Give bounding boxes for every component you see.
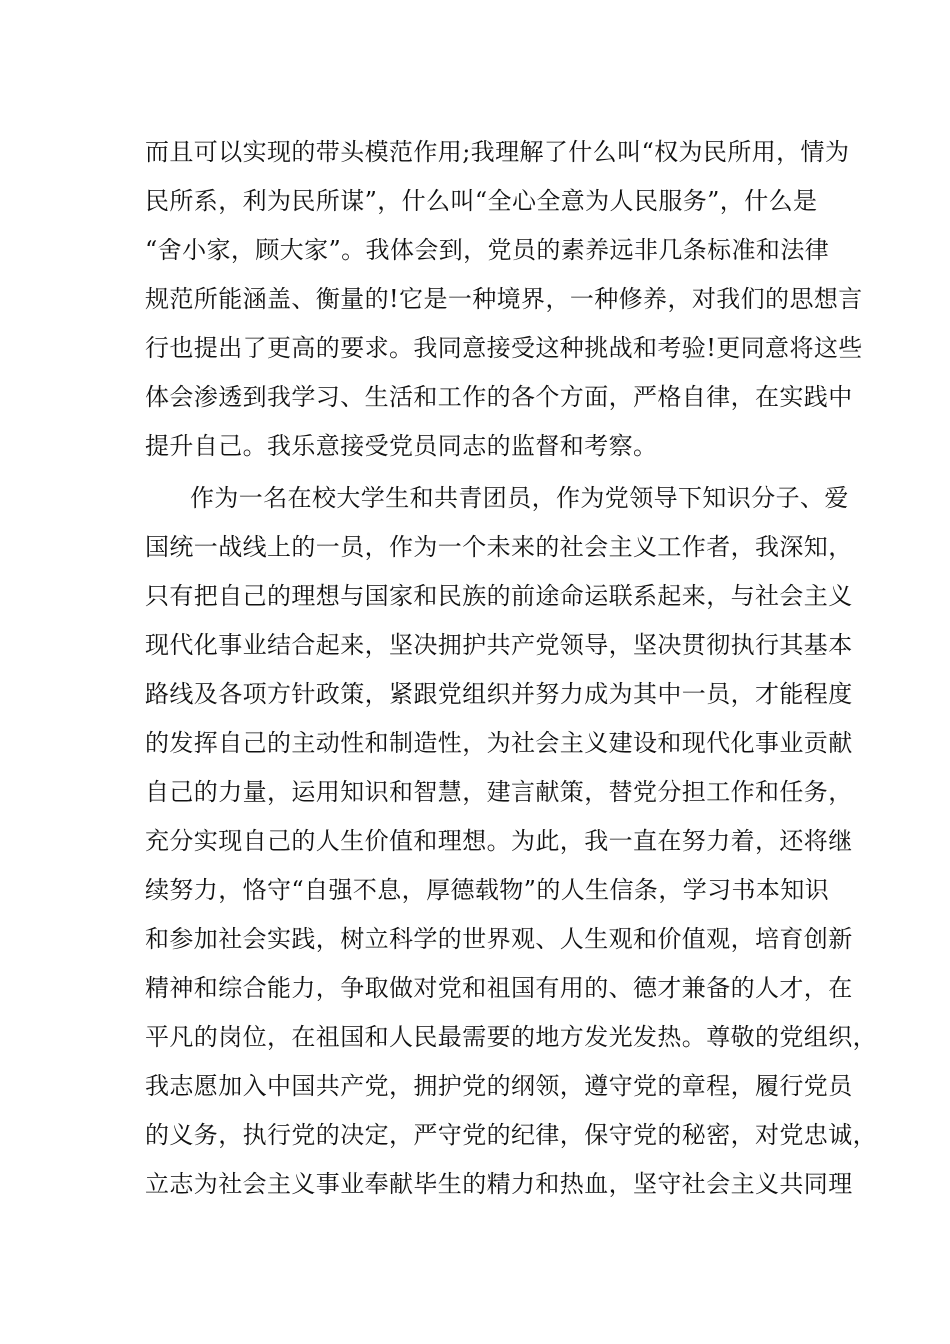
text-line-7: 提升自己。我乐意接受党员同志的监督和考察。 bbox=[145, 432, 658, 460]
text-line-19: 平凡的岗位，在祖国和人民最需要的地方发光发热。尊敬的党组织， bbox=[145, 1023, 877, 1051]
text-line-22: 立志为社会主义事业奉献毕生的精力和热血，坚守社会主义共同理 bbox=[145, 1170, 853, 1198]
text-line-14: 自己的力量，运用知识和智慧，建言献策，替党分担工作和任务， bbox=[145, 778, 853, 806]
text-line-18: 精神和综合能力，争取做对党和祖国有用的、德才兼备的人才，在 bbox=[145, 974, 853, 1002]
text-line-21: 的义务，执行党的决定，严守党的纪律，保守党的秘密，对党忠诚， bbox=[145, 1121, 877, 1149]
text-line-5: 行也提出了更高的要求。我同意接受这种挑战和考验!更同意将这些 bbox=[145, 334, 863, 362]
text-line-1: 而且可以实现的带头模范作用;我理解了什么叫“权为民所用，情为 bbox=[145, 138, 850, 166]
text-line-9: 国统一战线上的一员，作为一个未来的社会主义工作者，我深知， bbox=[145, 533, 853, 561]
text-line-16: 续努力，恪守“自强不息，厚德载物”的人生信条，学习书本知识 bbox=[145, 876, 830, 904]
text-line-15: 充分实现自己的人生价值和理想。为此，我一直在努力着，还将继 bbox=[145, 827, 853, 855]
text-line-17: 和参加社会实践，树立科学的世界观、人生观和价值观，培育创新 bbox=[145, 925, 853, 953]
text-line-11: 现代化事业结合起来，坚决拥护共产党领导，坚决贯彻执行其基本 bbox=[145, 631, 853, 659]
text-line-10: 只有把自己的理想与国家和民族的前途命运联系起来，与社会主义 bbox=[145, 582, 853, 610]
text-line-12: 路线及各项方针政策，紧跟党组织并努力成为其中一员，才能程度 bbox=[145, 680, 853, 708]
text-line-13: 的发挥自己的主动性和制造性，为社会主义建设和现代化事业贡献 bbox=[145, 729, 853, 757]
text-line-2: 民所系，利为民所谋”，什么叫“全心全意为人民服务”，什么是 bbox=[145, 187, 818, 215]
text-line-3: “舍小家，顾大家”。我体会到，党员的素养远非几条标准和法律 bbox=[145, 236, 830, 264]
text-line-20: 我志愿加入中国共产党，拥护党的纲领，遵守党的章程，履行党员 bbox=[145, 1072, 853, 1100]
paragraph-2-first-line: 作为一名在校大学生和共青团员，作为党领导下知识分子、爱 bbox=[190, 484, 849, 512]
text-line-4: 规范所能涵盖、衡量的!它是一种境界，一种修养，对我们的思想言 bbox=[145, 285, 863, 313]
text-line-6: 体会渗透到我学习、生活和工作的各个方面，严格自律，在实践中 bbox=[145, 383, 853, 411]
